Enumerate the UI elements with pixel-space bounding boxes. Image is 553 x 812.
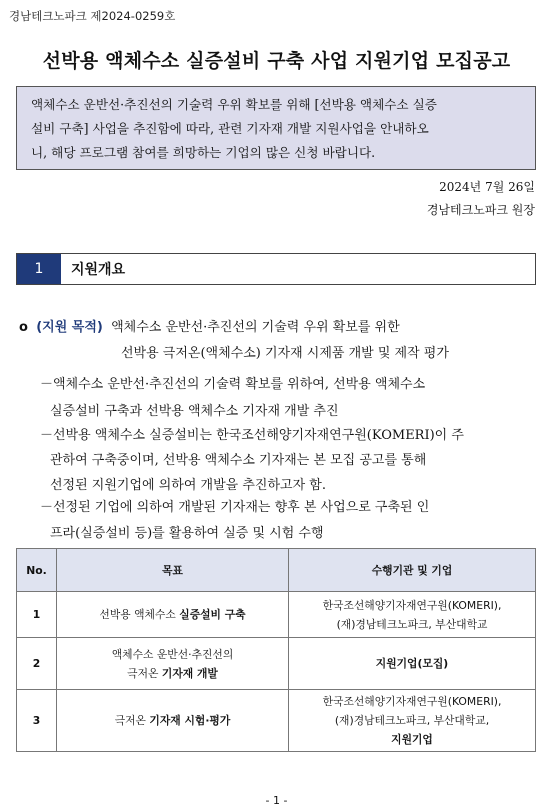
sub-item-line: －선정된 기업에 의하여 개발된 기자재는 향후 본 사업으로 구축된 인 (40, 500, 430, 515)
intro-box (16, 86, 536, 170)
support-table (16, 548, 536, 752)
purpose-line (19, 316, 400, 335)
row-no: 2 (17, 638, 57, 690)
sub-item-line: －선박용 액체수소 실증설비는 한국조선해양기자재연구원(KOMERI)이 주 (40, 428, 464, 443)
header-goal: 목표 (57, 549, 289, 592)
intro-line: 액체수소 운반선·추진선의 기술력 우위 확보를 위해 [선박용 액체수소 실증 (31, 97, 437, 112)
page-title: 선박용 액체수소 실증설비 구축 사업 지원기업 모집공고 (42, 50, 511, 72)
section-number: 1 (17, 254, 61, 284)
row-goal: 선박용 액체수소 실증설비 구축 (57, 592, 289, 638)
purpose-label: (지원 목적) (36, 320, 103, 335)
table-row (17, 690, 536, 752)
purpose-text: 액체수소 운반선·추진선의 기술력 우위 확보를 위한 (111, 320, 400, 335)
sub-item-line: 선정된 지원기업에 의하여 개발을 추진하고자 함. (50, 478, 326, 493)
row-org: 한국조선해양기자재연구원(KOMERI), (재)경남테크노파크, 부산대학교 (289, 592, 536, 638)
announcement-date: 2024년 7월 26일 (439, 180, 535, 194)
header-no: No. (17, 549, 57, 592)
sub-item-line: －액체수소 운반선·추진선의 기술력 확보를 위하여, 선박용 액체수소 (40, 377, 426, 392)
sub-item-line: 관하여 구축중이며, 선박용 액체수소 기자재는 본 모집 공고를 통해 (50, 453, 427, 468)
section-title: 지원개요 (71, 262, 126, 278)
table-header-row (17, 549, 536, 592)
document-number: 경남테크노파크 제2024-0259호 (9, 9, 176, 23)
intro-line: 설비 구축] 사업을 추진함에 따라, 관련 기자재 개발 지원사업을 안내하오 (31, 121, 429, 136)
row-org: 지원기업(모집) (289, 638, 536, 690)
row-no: 3 (17, 690, 57, 752)
issuer-name: 경남테크노파크 원장 (426, 203, 535, 217)
purpose-line-2: 선박용 극저온(액체수소) 기자재 시제품 개발 및 제작 평가 (121, 346, 449, 361)
row-org: 한국조선해양기자재연구원(KOMERI), (재)경남테크노파크, 부산대학교, 지원기업 (289, 690, 536, 752)
header-org: 수행기관 및 기업 (289, 549, 536, 592)
row-goal: 극저온 기자재 시험·평가 (57, 690, 289, 752)
sub-item-line: 실증설비 구축과 선박용 액체수소 기자재 개발 추진 (50, 404, 339, 419)
bullet-circle-icon: o (19, 320, 28, 335)
intro-line: 니, 해당 프로그램 참여를 희망하는 기업의 많은 신청 바랍니다. (31, 145, 376, 160)
row-goal: 액체수소 운반선·추진선의 극저온 기자재 개발 (57, 638, 289, 690)
row-no: 1 (17, 592, 57, 638)
table-row (17, 592, 536, 638)
page-number: - 1 - (265, 794, 288, 807)
section-header (16, 253, 536, 285)
sub-item-line: 프라(실증설비 등)를 활용하여 실증 및 시험 수행 (50, 526, 324, 541)
table-row (17, 638, 536, 690)
